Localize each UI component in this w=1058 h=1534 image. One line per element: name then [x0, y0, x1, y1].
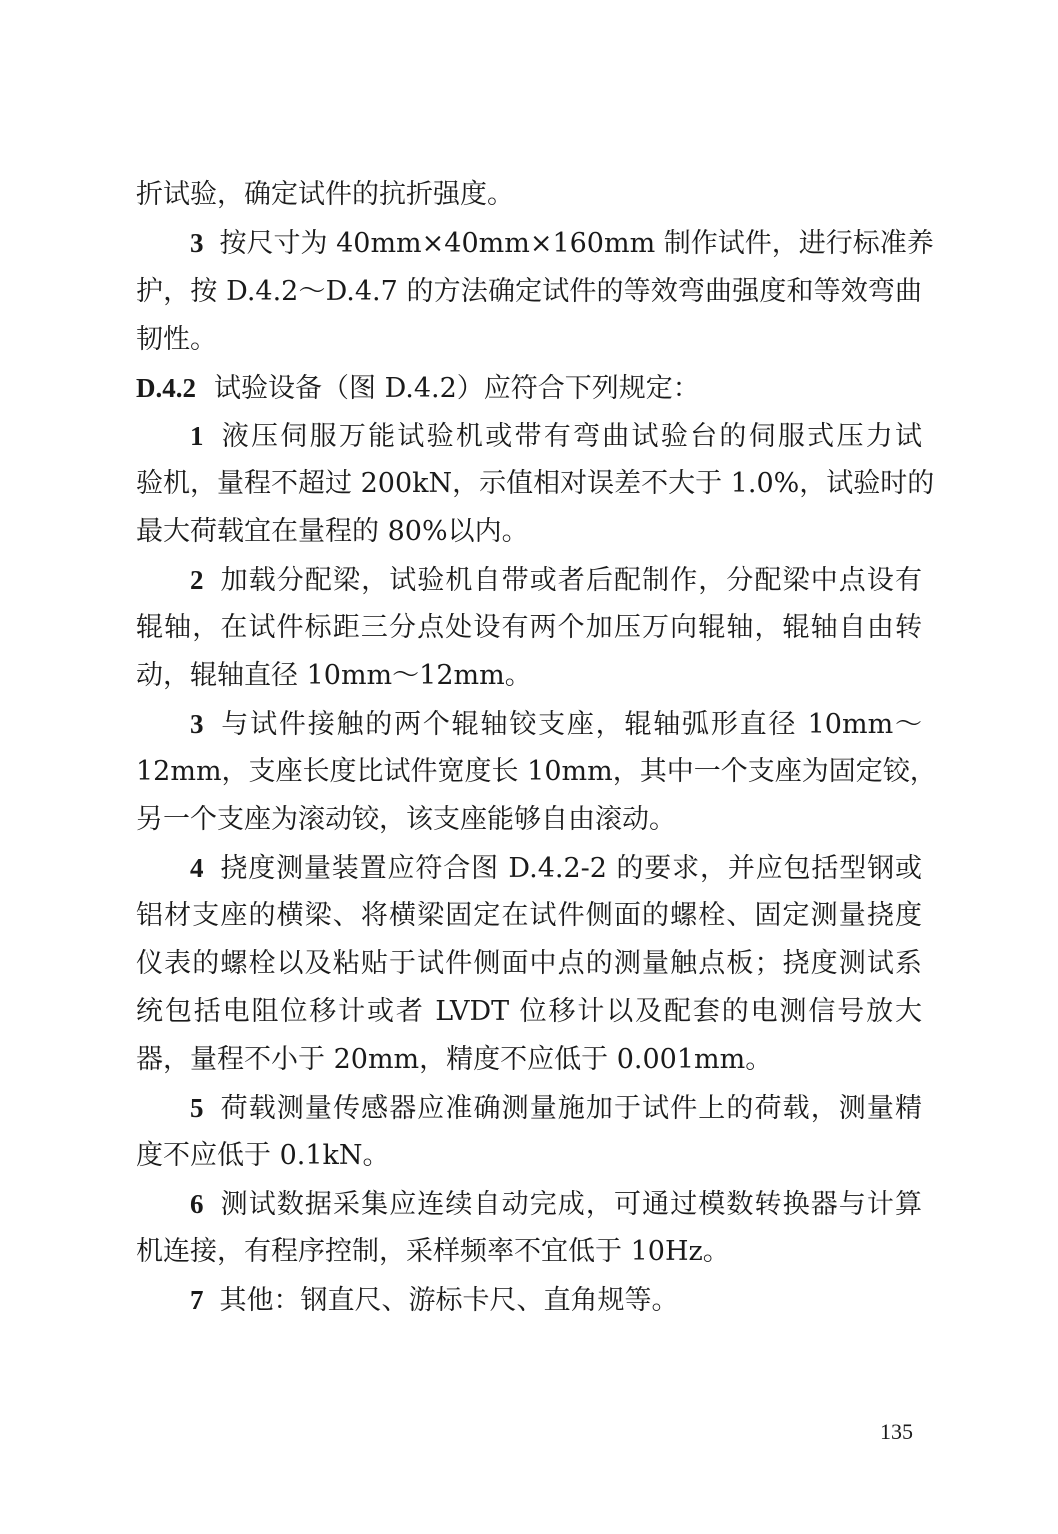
item-number: 2 [190, 565, 204, 595]
text-line: 韧性。 [136, 324, 217, 355]
text-line: 度不应低于 0.1kN。 [136, 1140, 390, 1171]
item-3-line: 3 按尺寸为 40mm×40mm×160mm 制作试件，进行标准养 [190, 223, 922, 263]
item-5-line: 5 荷载测量传感器应准确测量施加于试件上的荷载，测量精 [190, 1088, 922, 1128]
item-7-line: 7 其他：钢直尺、游标卡尺、直角规等。 [190, 1280, 922, 1320]
item-3b-line: 3 与试件接触的两个辊轴铰支座，辊轴弧形直径 10mm～ [190, 704, 922, 744]
text-line: 辊轴，在试件标距三分点处设有两个加压万向辊轴，辊轴自由转 [136, 612, 922, 643]
text-line: 动，辊轴直径 10mm～12mm。 [136, 660, 532, 691]
item-2-line: 2 加载分配梁，试验机自带或者后配制作，分配梁中点设有 [190, 560, 922, 600]
clause-number: D.4.2 [136, 373, 196, 403]
item-number: 4 [190, 853, 204, 883]
text-line: 器，量程不小于 20mm，精度不应低于 0.001mm。 [136, 1044, 773, 1075]
text-line: 另一个支座为滚动铰，该支座能够自由滚动。 [136, 804, 676, 835]
text-line: 铝材支座的横梁、将横梁固定在试件侧面的螺栓、固定测量挠度 [136, 900, 922, 931]
item-4-line: 4 挠度测量装置应符合图 D.4.2-2 的要求，并应包括型钢或 [190, 848, 922, 888]
text-line: 最大荷载宜在量程的 80%以内。 [136, 516, 529, 547]
item-number: 6 [190, 1189, 204, 1219]
text-line: 验机，量程不超过 200kN，示值相对误差不大于 1.0%，试验时的 [136, 468, 935, 499]
page-number: 135 [880, 1419, 913, 1444]
text-line: 统包括电阻位移计或者 LVDT 位移计以及配套的电测信号放大 [136, 996, 922, 1027]
text-line: 仪表的螺栓以及粘贴于试件侧面中点的测量触点板；挠度测试系 [136, 948, 922, 979]
item-6-line: 6 测试数据采集应连续自动完成，可通过模数转换器与计算 [190, 1184, 922, 1224]
text-line: 机连接，有程序控制，采样频率不宜低于 10Hz。 [136, 1236, 730, 1267]
clause-heading: D.4.2 试验设备（图 D.4.2）应符合下列规定： [136, 368, 922, 408]
text-line: 折试验，确定试件的抗折强度。 [136, 179, 514, 210]
item-1-line: 1 液压伺服万能试验机或带有弯曲试验台的伺服式压力试 [190, 416, 922, 456]
text-line: 护，按 D.4.2～D.4.7 的方法确定试件的等效弯曲强度和等效弯曲 [136, 276, 922, 307]
item-number: 3 [190, 228, 204, 258]
item-number: 5 [190, 1093, 204, 1123]
text-line: 12mm，支座长度比试件宽度长 10mm，其中一个支座为固定铰， [136, 756, 937, 787]
item-number: 1 [190, 421, 204, 451]
item-number: 7 [190, 1285, 204, 1315]
item-number: 3 [190, 709, 204, 739]
